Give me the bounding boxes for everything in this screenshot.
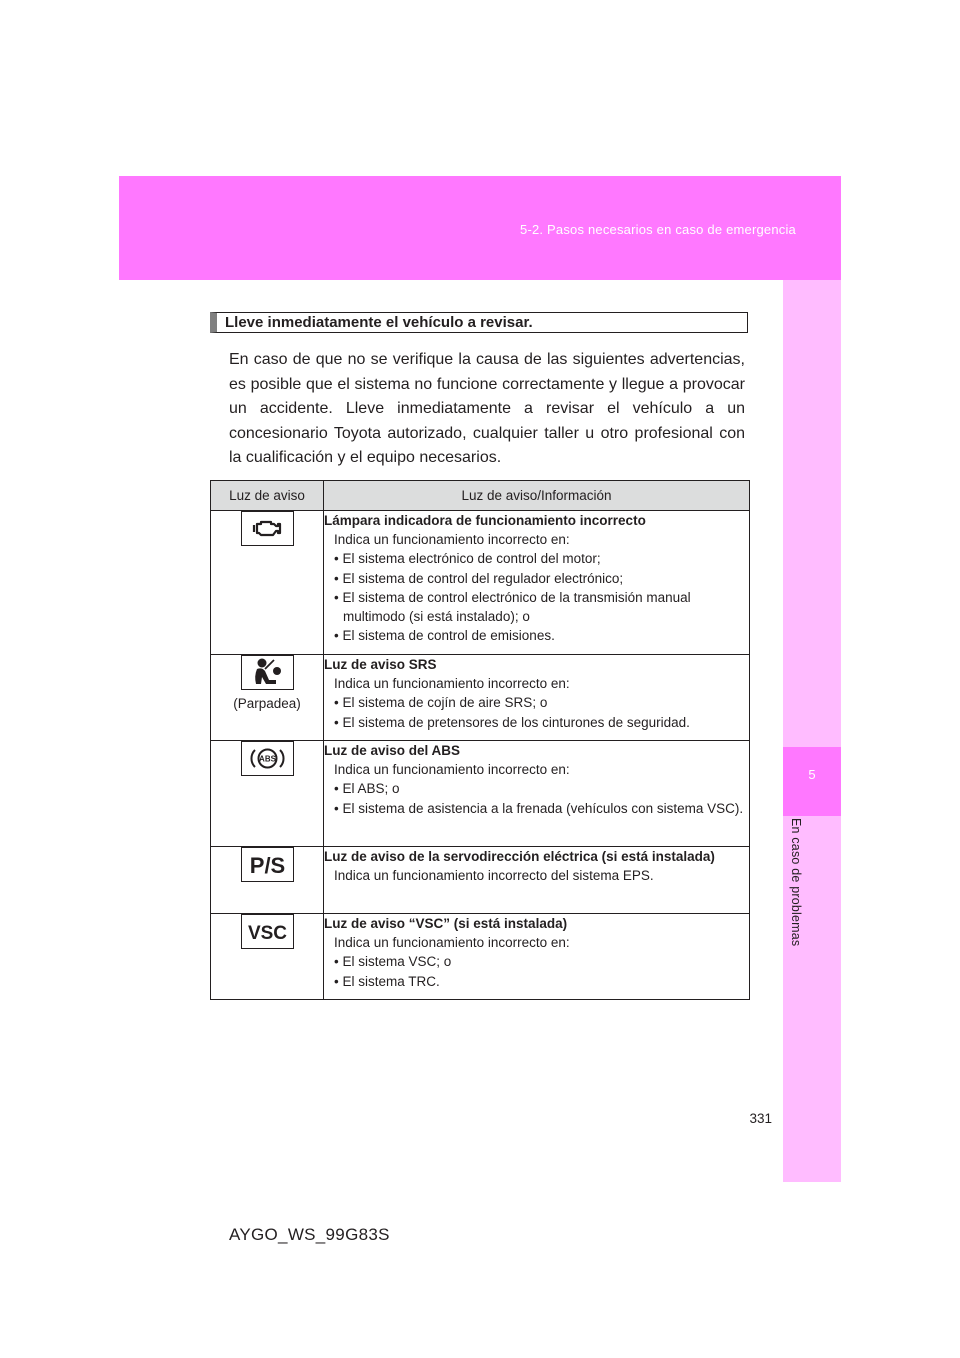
item-title: Luz de aviso “VSC” (si está instalada) (324, 916, 568, 931)
info-cell (324, 655, 750, 741)
icon-cell (211, 914, 324, 1000)
icon-cell (211, 511, 324, 655)
abs-icon-text: ABS (258, 754, 276, 764)
info-cell (324, 741, 750, 847)
item-line: Indica un funcionamiento incorrecto en: (334, 532, 570, 548)
power-steering-icon (241, 847, 294, 882)
item-line: Indica un funcionamiento incorrecto en: (334, 762, 570, 778)
item-line: • El sistema TRC. (334, 973, 440, 989)
table-row (211, 847, 750, 914)
info-cell (324, 511, 750, 655)
power-steering-icon-text: P/S (249, 853, 285, 878)
intro-paragraph: En caso de que no se verifique la causa de las siguientes advertencias, es posible que el sistema no funcione correctamente y llegue a provocar un accidente. Lleve inmediatamente a revisar el vehículo a un concesionario Toyota autorizado, cualquier taller u otro profesional con la cualificación y el equipo necesarios. (229, 351, 745, 466)
item-line: • El ABS; o (334, 781, 400, 797)
srs-airbag-icon (241, 655, 294, 690)
info-cell (324, 914, 750, 1000)
vsc-icon (241, 914, 294, 949)
item-line: • El sistema de control de emisiones. (334, 628, 555, 644)
item-line: • El sistema de cojín de aire SRS; o (334, 695, 548, 711)
page-number: 331 (749, 1111, 772, 1126)
header-band (119, 176, 841, 280)
item-title: Luz de aviso SRS (324, 657, 437, 672)
chapter-number: 5 (808, 767, 816, 782)
icon-caption: (Parpadea) (233, 696, 301, 711)
document-code: AYGO_WS_99G83S (229, 1225, 390, 1244)
item-line: Indica un funcionamiento incorrecto en: (334, 935, 570, 951)
table-row (211, 914, 750, 1000)
column-header-light: Luz de aviso (211, 481, 324, 511)
section-title: 5-2. Pasos necesarios en caso de emergencia (520, 222, 796, 237)
chapter-label: En caso de problemas (789, 818, 803, 947)
column-header-info: Luz de aviso/Información (324, 481, 750, 511)
item-line: • El sistema de pretensores de los cinturones de seguridad. (334, 714, 690, 730)
item-line: • El sistema electrónico de control del motor; (334, 551, 601, 567)
table-header-row (211, 481, 750, 511)
table-row (211, 511, 750, 655)
vsc-icon-text: VSC (247, 923, 287, 944)
item-title: Lámpara indicadora de funcionamiento incorrecto (324, 513, 646, 528)
item-line: • El sistema VSC; o (334, 954, 452, 970)
icon-cell (211, 741, 324, 847)
abs-icon (241, 741, 294, 776)
warning-lights-table (210, 480, 750, 1000)
info-cell (324, 847, 750, 914)
side-strip (783, 280, 841, 1182)
section-heading: Lleve inmediatamente el vehículo a revisar. (210, 312, 748, 333)
item-line: • El sistema de asistencia a la frenada (vehículos con sistema VSC). (334, 800, 744, 816)
check-engine-icon (241, 511, 294, 546)
chapter-tab (783, 747, 841, 816)
item-line: Indica un funcionamiento incorrecto del sistema EPS. (334, 868, 654, 884)
item-title: Luz de aviso del ABS (324, 743, 461, 758)
table-row (211, 741, 750, 847)
item-line: • El sistema de control electrónico de la transmisión manual multimodo (si está instalado); o (334, 589, 691, 625)
item-title: Luz de aviso de la servodirección eléctrica (si está instalada) (324, 849, 715, 864)
icon-cell (211, 847, 324, 914)
table-row (211, 655, 750, 741)
item-line: • El sistema de control del regulador electrónico; (334, 570, 624, 586)
icon-cell (211, 655, 324, 741)
item-line: Indica un funcionamiento incorrecto en: (334, 676, 570, 692)
